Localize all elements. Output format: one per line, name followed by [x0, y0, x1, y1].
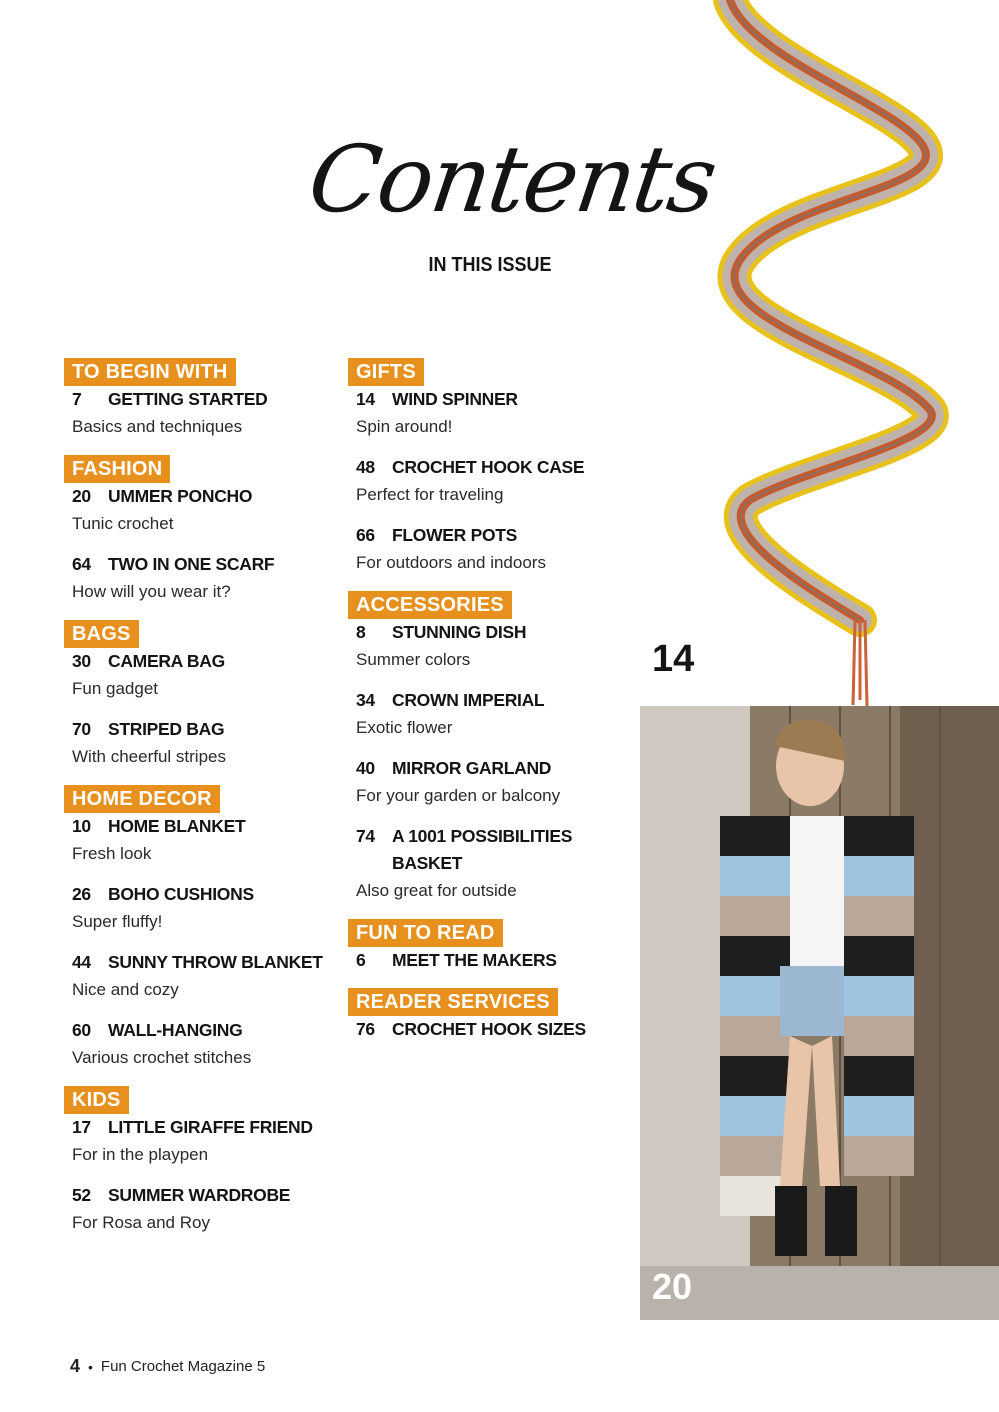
entry-description: Fresh look: [72, 844, 152, 863]
entry-page-number: 66: [356, 525, 375, 545]
contents-section: [348, 358, 618, 577]
contents-entry: [64, 949, 334, 1004]
entry-page-number: 52: [72, 1185, 91, 1205]
entry-heading: [356, 687, 618, 714]
entry-page-number: 7: [72, 389, 82, 409]
poncho-photo: [640, 706, 999, 1320]
entry-description: For Rosa and Roy: [72, 1213, 210, 1232]
entry-description: Various crochet stitches: [72, 1048, 252, 1067]
entry-description: Basics and techniques: [72, 417, 243, 436]
section-heading: KIDS: [64, 1086, 129, 1114]
entry-heading: [356, 386, 618, 413]
entry-page-number: 10: [72, 816, 91, 836]
contents-entry: [64, 1114, 334, 1169]
page-title: Contents: [302, 126, 722, 233]
contents-entry: [348, 522, 618, 577]
entry-page-number: 6: [356, 950, 366, 970]
entry-title: CAMERA BAG: [108, 651, 225, 671]
entry-description: Nice and cozy: [72, 980, 179, 999]
entry-page-number: 14: [356, 389, 375, 409]
entry-title: CROCHET HOOK CASE: [392, 457, 585, 477]
entry-page-number: 30: [72, 651, 91, 671]
contents-entry: [348, 823, 618, 905]
entry-page-number: 8: [356, 622, 366, 642]
entry-description: For your garden or balcony: [356, 786, 561, 805]
section-heading: GIFTS: [348, 358, 424, 386]
entry-title: STRIPED BAG: [108, 719, 225, 739]
entry-heading: [72, 1017, 334, 1044]
entry-heading: [356, 522, 618, 549]
entry-heading: [72, 386, 334, 413]
contents-section: [64, 1086, 334, 1237]
entry-page-number: 44: [72, 952, 91, 972]
contents-column-left: [64, 358, 334, 1251]
entry-title: CROWN IMPERIAL: [392, 690, 545, 710]
entry-description: Spin around!: [356, 417, 453, 436]
contents-column-right: [348, 358, 618, 1057]
entry-page-number: 74: [356, 826, 375, 846]
wind-spinner-image: [690, 0, 960, 710]
contents-entry: [64, 1017, 334, 1072]
entry-title: LITTLE GIRAFFE FRIEND: [108, 1117, 313, 1137]
entry-title: HOME BLANKET: [108, 816, 246, 836]
entry-title: UMMER PONCHO: [108, 486, 253, 506]
contents-entry: [64, 648, 334, 703]
entry-heading: [72, 716, 334, 743]
contents-entry: [64, 386, 334, 441]
entry-description: With cheerful stripes: [72, 747, 226, 766]
entry-title: STUNNING DISH: [392, 622, 527, 642]
contents-entry: [64, 716, 334, 771]
entry-page-number: 40: [356, 758, 375, 778]
entry-heading: [356, 823, 618, 877]
contents-section: [64, 455, 334, 606]
entry-heading: [356, 454, 618, 481]
entry-heading: [72, 648, 334, 675]
entry-title: FLOWER POTS: [392, 525, 518, 545]
entry-heading: [356, 1016, 618, 1043]
page-footer: [70, 1356, 265, 1377]
contents-entry: [348, 755, 618, 810]
entry-page-number: 26: [72, 884, 91, 904]
contents-entry: [64, 813, 334, 868]
entry-description: Summer colors: [356, 650, 471, 669]
contents-section: [348, 591, 618, 905]
contents-entry: [348, 1016, 618, 1043]
contents-section: [64, 358, 334, 441]
entry-title: BOHO CUSHIONS: [108, 884, 254, 904]
entry-heading: [356, 619, 618, 646]
entry-title: WIND SPINNER: [392, 389, 518, 409]
section-heading: HOME DECOR: [64, 785, 220, 813]
entry-title: WALL-HANGING: [108, 1020, 243, 1040]
poncho-photo-illustration: [640, 706, 999, 1320]
entry-page-number: 70: [72, 719, 91, 739]
entry-description: Fun gadget: [72, 679, 159, 698]
contents-entry: [64, 551, 334, 606]
contents-entry: [348, 687, 618, 742]
entry-description: How will you wear it?: [72, 582, 231, 601]
entry-title: SUNNY THROW BLANKET: [108, 952, 323, 972]
section-heading: TO BEGIN WITH: [64, 358, 236, 386]
entry-page-number: 17: [72, 1117, 91, 1137]
entry-page-number: 76: [356, 1019, 375, 1039]
entry-title: GETTING STARTED: [108, 389, 268, 409]
contents-entry: [64, 881, 334, 936]
entry-page-number: 60: [72, 1020, 91, 1040]
entry-page-number: 34: [356, 690, 375, 710]
entry-title: A 1001 POSSIBILITIES BASKET: [392, 826, 573, 873]
entry-page-number: 64: [72, 554, 91, 574]
entry-title: SUMMER WARDROBE: [108, 1185, 291, 1205]
entry-description: Exotic flower: [356, 718, 453, 737]
entry-description: Perfect for traveling: [356, 485, 504, 504]
entry-heading: [72, 949, 334, 976]
contents-entry: [348, 454, 618, 509]
photo-page-number: 20: [652, 1266, 693, 1307]
entry-description: For outdoors and indoors: [356, 553, 546, 572]
entry-title: TWO IN ONE SCARF: [108, 554, 275, 574]
contents-entry: [348, 386, 618, 441]
section-heading: READER SERVICES: [348, 988, 558, 1016]
entry-heading: [72, 1182, 334, 1209]
footer-separator: •: [88, 1358, 93, 1375]
entry-heading: [72, 881, 334, 908]
section-heading: FASHION: [64, 455, 170, 483]
section-heading: FUN TO READ: [348, 919, 503, 947]
entry-description: For in the playpen: [72, 1145, 209, 1164]
entry-page-number: 20: [72, 486, 91, 506]
entry-title: CROCHET HOOK SIZES: [392, 1019, 586, 1039]
contents-section: [64, 785, 334, 1072]
section-heading: BAGS: [64, 620, 139, 648]
contents-entry: [64, 1182, 334, 1237]
entry-heading: [356, 755, 618, 782]
entry-description: Also great for outside: [356, 881, 517, 900]
contents-section: [64, 620, 334, 771]
contents-entry: [348, 619, 618, 674]
page-subtitle: IN THIS ISSUE: [428, 254, 552, 276]
entry-heading: [72, 483, 334, 510]
entry-description: Super fluffy!: [72, 912, 163, 931]
entry-title: MIRROR GARLAND: [392, 758, 552, 778]
spinner-page-number: 14: [652, 638, 695, 680]
entry-description: Tunic crochet: [72, 514, 174, 533]
contents-section: [348, 988, 618, 1043]
entry-page-number: 48: [356, 457, 375, 477]
entry-heading: [356, 947, 618, 974]
footer-page-number: 4: [70, 1356, 81, 1376]
footer-magazine-name: Fun Crochet Magazine 5: [100, 1358, 266, 1375]
entry-heading: [72, 813, 334, 840]
entry-heading: [72, 1114, 334, 1141]
entry-title: MEET THE MAKERS: [392, 950, 557, 970]
entry-heading: [72, 551, 334, 578]
contents-entry: [348, 947, 618, 974]
contents-entry: [64, 483, 334, 538]
contents-section: [348, 919, 618, 974]
section-heading: ACCESSORIES: [348, 591, 512, 619]
